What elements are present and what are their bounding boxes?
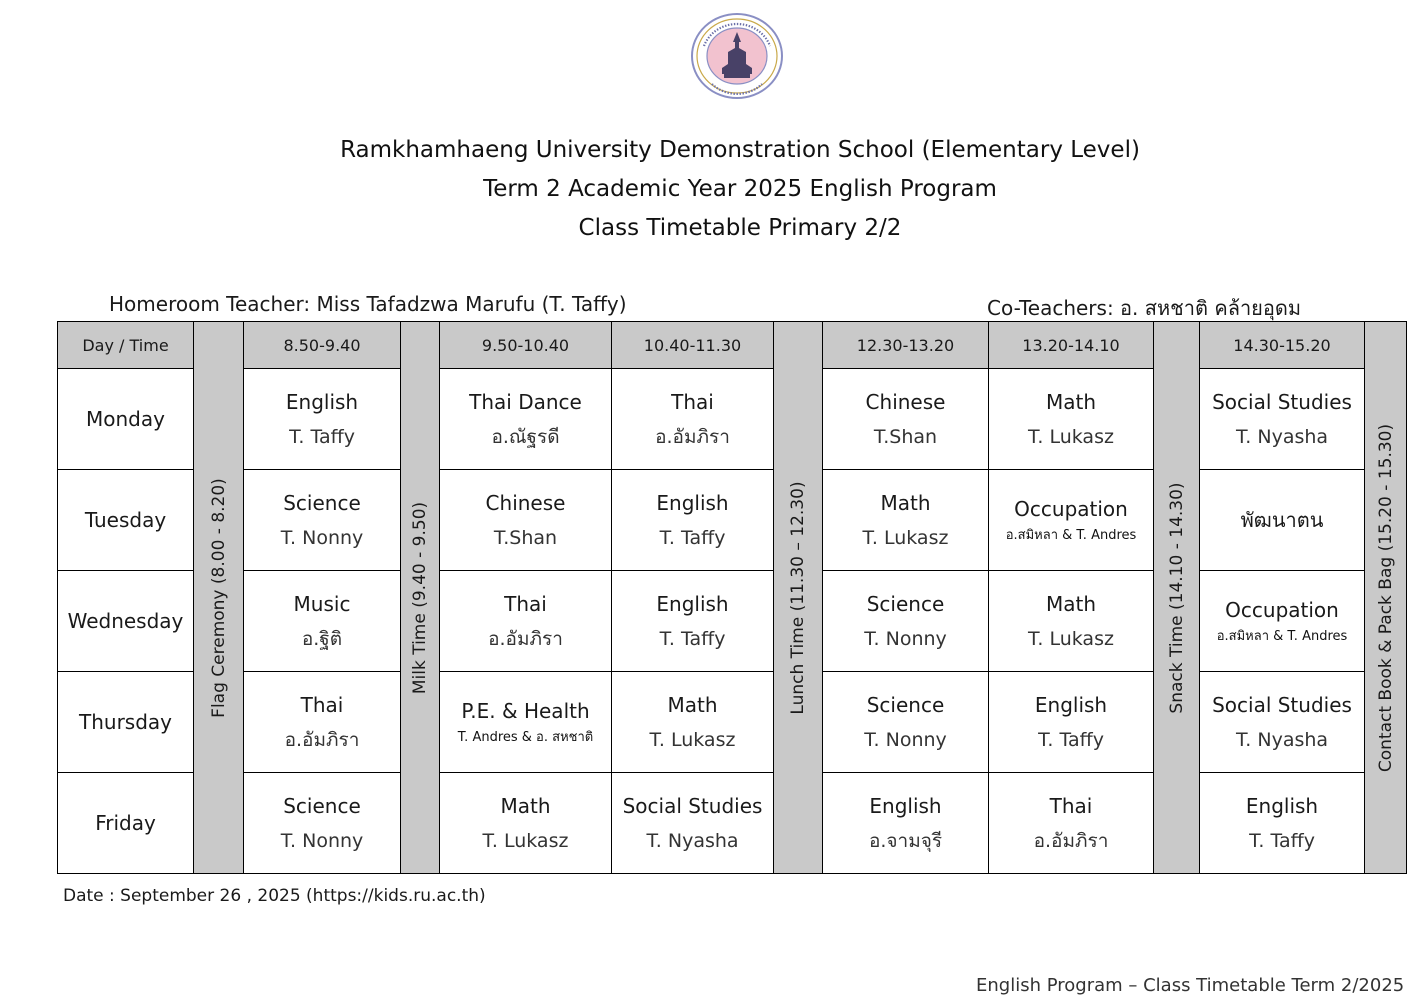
class-cell (244, 369, 401, 470)
teacher-name: อ.สมิหลา & T. Andres (1005, 528, 1137, 543)
class-cell (1200, 470, 1365, 571)
co-teachers: Co-Teachers: อ. สหชาติ คล้ายอุดม (987, 296, 1302, 320)
teacher-name: T. Taffy (1249, 829, 1315, 852)
teacher-name: T. Nyasha (1235, 425, 1329, 448)
day-row (58, 369, 1407, 470)
subject-name: Thai Dance (469, 389, 582, 414)
contact-book-label: Contact Book & Pack Bag (15.20 - 15.30) (1375, 423, 1396, 772)
class-cell (823, 369, 989, 470)
subject-name: Occupation (1225, 598, 1339, 622)
period-header: 14.30-15.20 (1200, 322, 1365, 369)
class-title: Class Timetable Primary 2/2 (578, 215, 902, 241)
class-cell (244, 773, 401, 874)
class-cell (823, 571, 989, 672)
teacher-name: อ.ฐิติ (301, 627, 343, 650)
class-cell (1200, 369, 1365, 470)
teacher-name: อ.อัมภิรา (655, 425, 730, 448)
subject-name: Thai (1049, 793, 1093, 818)
teacher-name: T. Nonny (864, 728, 947, 751)
subject-name: Thai (671, 389, 714, 414)
class-cell (989, 773, 1154, 874)
teacher-name: T. Lukasz (649, 728, 736, 751)
subject-name: Science (283, 490, 361, 515)
subject-name: English (1034, 692, 1108, 717)
subject-name: Science (283, 793, 361, 818)
subject-name: Thai (300, 692, 344, 717)
subject-name: Science (866, 591, 945, 616)
class-cell (612, 672, 774, 773)
teacher-name: อ.สมิหลา & T. Andres (1216, 629, 1348, 644)
subject-name: Chinese (485, 490, 566, 515)
day-label: Wednesday (58, 571, 194, 672)
day-label: Tuesday (58, 470, 194, 571)
teacher-name: T. Nyasha (646, 829, 739, 852)
class-cell (612, 470, 774, 571)
class-cell (612, 571, 774, 672)
school-title: Ramkhamhaeng University Demonstration School (Elementary Level) (340, 137, 1140, 163)
teacher-name: T.Shan (493, 526, 558, 549)
subject-name: Math (667, 692, 718, 717)
subject-name: English (656, 591, 729, 616)
teacher-name: T. Taffy (659, 526, 726, 549)
teacher-name: T. Nonny (864, 627, 947, 650)
class-cell (612, 773, 774, 874)
day-time-header: Day / Time (58, 322, 194, 369)
teacher-name: T. Taffy (1038, 728, 1104, 751)
teacher-name: T. Andres & อ. สหชาติ (457, 730, 594, 745)
school-logo (690, 12, 784, 100)
subject-name: Math (1045, 591, 1097, 616)
teacher-name: T. Lukasz (1028, 627, 1114, 650)
teacher-name: T.Shan (873, 425, 938, 448)
subject-name: Chinese (865, 389, 946, 414)
lunch-time-band (774, 322, 823, 874)
day-row (58, 470, 1407, 571)
class-cell (612, 369, 774, 470)
day-row (58, 773, 1407, 874)
class-cell (989, 369, 1154, 470)
class-cell (244, 470, 401, 571)
subject-name: Math (1045, 389, 1097, 414)
subject-name: P.E. & Health (461, 699, 590, 723)
class-cell (440, 773, 612, 874)
day-label: Thursday (58, 672, 194, 773)
day-row (58, 672, 1407, 773)
class-cell (440, 571, 612, 672)
class-cell (1200, 773, 1365, 874)
lunch-time-label: Lunch Time (11.30 – 12.30) (788, 480, 808, 715)
snack-time-band (1154, 322, 1200, 874)
snack-time-label: Snack Time (14.10 - 14.30) (1166, 481, 1187, 714)
class-cell (244, 571, 401, 672)
header-row (58, 322, 1407, 369)
teacher-name: อ.อัมภิรา (488, 627, 563, 650)
teacher-name: อ.ณัฐรดี (491, 425, 560, 448)
teacher-name: T. Taffy (659, 627, 726, 650)
subject-name: English (869, 793, 942, 818)
subject-name: Thai (504, 591, 547, 616)
subject-name: Social Studies (1212, 692, 1352, 717)
subject-name: Music (293, 591, 351, 616)
class-cell (1200, 571, 1365, 672)
term-title: Term 2 Academic Year 2025 English Program (483, 176, 997, 202)
contact-book-band (1365, 322, 1407, 874)
teacher-name: T. Lukasz (862, 526, 949, 549)
class-cell (440, 369, 612, 470)
subject-name: Math (880, 490, 931, 515)
teacher-name: T. Lukasz (482, 829, 569, 852)
flag-ceremony-band (194, 322, 244, 874)
teacher-name: อ.อัมภิรา (284, 728, 360, 751)
milk-time-band (401, 322, 440, 874)
subject-name: Science (866, 692, 945, 717)
class-cell (440, 672, 612, 773)
teacher-name: T. Nonny (280, 829, 364, 852)
class-cell (989, 672, 1154, 773)
day-row (58, 571, 1407, 672)
subject-name: English (656, 490, 729, 515)
teacher-name: T. Nyasha (1235, 728, 1329, 751)
period-header: 12.30-13.20 (823, 322, 989, 369)
class-cell (244, 672, 401, 773)
footer-program: English Program – Class Timetable Term 2/2025 (976, 975, 1405, 996)
homeroom-teacher: Homeroom Teacher: Miss Tafadzwa Marufu (T. Taffy) (109, 292, 627, 316)
class-cell (823, 470, 989, 571)
timetable (57, 321, 1407, 874)
teacher-name: อ.อัมภิรา (1033, 829, 1109, 852)
date-note: Date : September 26 , 2025 (https://kids.ru.ac.th) (63, 886, 486, 906)
period-header: 9.50-10.40 (440, 322, 612, 369)
subject-name: Math (500, 793, 551, 818)
subject-name: English (285, 389, 359, 414)
day-label: Friday (58, 773, 194, 874)
teacher-name: T. Taffy (289, 425, 355, 448)
flag-ceremony-label: Flag Ceremony (8.00 - 8.20) (208, 477, 229, 718)
class-cell (440, 470, 612, 571)
teacher-name: อ.จามจุรี (868, 829, 943, 852)
subject-name: Social Studies (622, 793, 763, 818)
class-cell (989, 470, 1154, 571)
period-header: 8.50-9.40 (244, 322, 401, 369)
teacher-name: T. Nonny (280, 526, 364, 549)
day-label: Monday (58, 369, 194, 470)
subject-name: พัฒนาตน (1240, 508, 1324, 532)
subject-name: Social Studies (1212, 389, 1352, 414)
class-cell (823, 672, 989, 773)
subject-name: Occupation (1014, 497, 1128, 521)
period-header: 10.40-11.30 (612, 322, 774, 369)
class-cell (1200, 672, 1365, 773)
period-header: 13.20-14.10 (989, 322, 1154, 369)
teacher-name: T. Lukasz (1028, 425, 1114, 448)
class-cell (989, 571, 1154, 672)
class-cell (823, 773, 989, 874)
milk-time-label: Milk Time (9.40 - 9.50) (410, 501, 430, 694)
subject-name: English (1245, 793, 1319, 818)
